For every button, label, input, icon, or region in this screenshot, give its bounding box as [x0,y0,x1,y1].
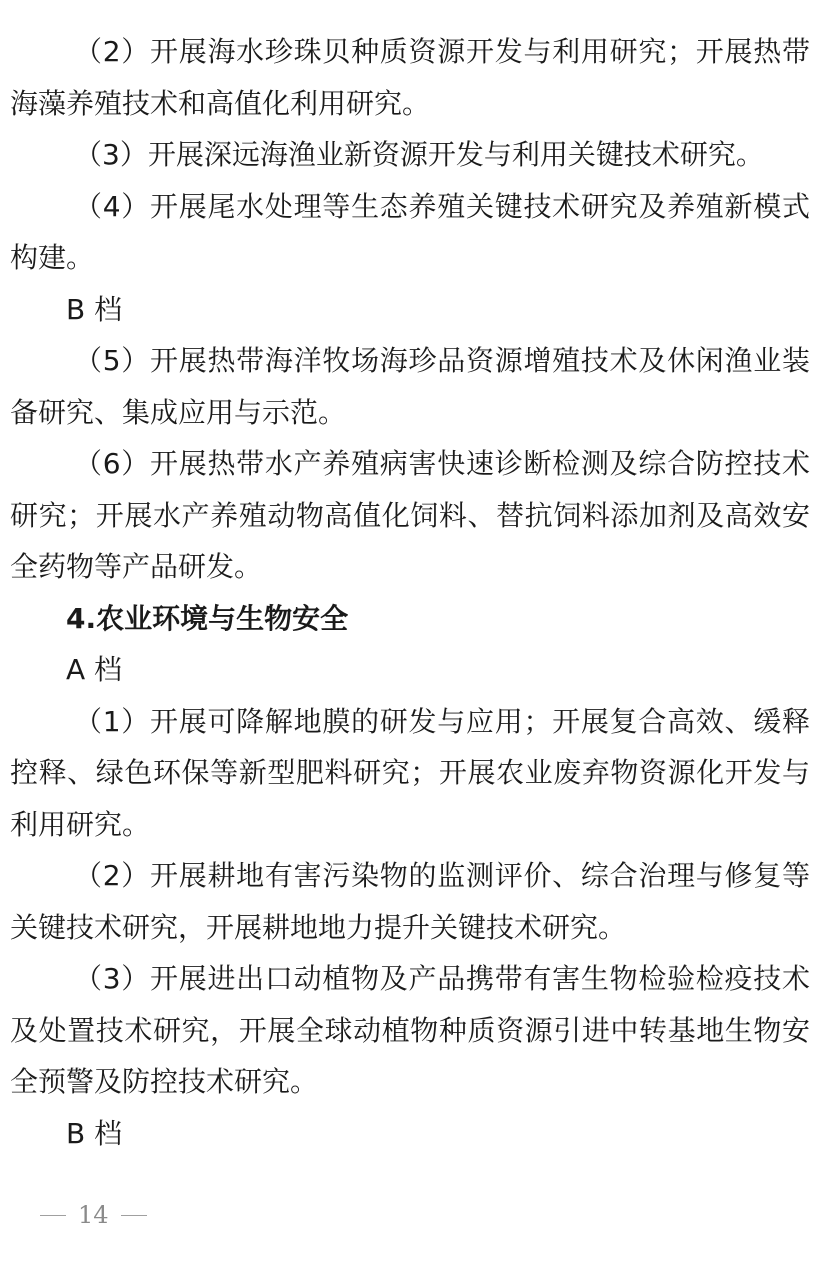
paragraph-item-5: （5）开展热带海洋牧场海珍品资源增殖技术及休闲渔业装备研究、集成应用与示范。 [10,344,810,429]
page-number: 14 [78,1201,109,1229]
paragraph-item-4: （4）开展尾水处理等生态养殖关键技术研究及养殖新模式构建。 [10,189,810,274]
tier-label-b2: B 档 [66,1116,123,1150]
paragraph-item-6: （6）开展热带水产养殖病害快速诊断检测及综合防控技术研究；开展水产养殖动物高值化饲料、替抗饲料添加剂及高效安全药物等产品研发。 [10,447,810,583]
footer-dash-right [121,1215,147,1216]
footer-dash-left [40,1215,66,1216]
document-body [10,26,810,1159]
section-heading: 4.农业环境与生物安全 [66,601,349,635]
paragraph-item-1: （1）开展可降解地膜的研发与应用；开展复合高效、缓释控释、绿色环保等新型肥料研究；开展农业废弃物资源化开发与利用研究。 [10,704,810,841]
paragraph-item-3: （3）开展深远海渔业新资源开发与利用关键技术研究。 [74,138,764,171]
paragraph-item-2: （2）开展海水珍珠贝种质资源开发与利用研究；开展热带海藻养殖技术和高值化利用研究。 [10,35,810,120]
paragraph-item-2b: （2）开展耕地有害污染物的监测评价、综合治理与修复等关键技术研究，开展耕地地力提升关键技术研究。 [10,859,810,944]
tier-label-b: B 档 [66,292,123,326]
tier-label-a: A 档 [66,653,123,686]
page-footer [40,1200,147,1230]
paragraph-item-3b: （3）开展进出口动植物及产品携带有害生物检验检疫技术及处置技术研究，开展全球动植物种质资源引进中转基地生物安全预警及防控技术研究。 [10,962,810,1098]
